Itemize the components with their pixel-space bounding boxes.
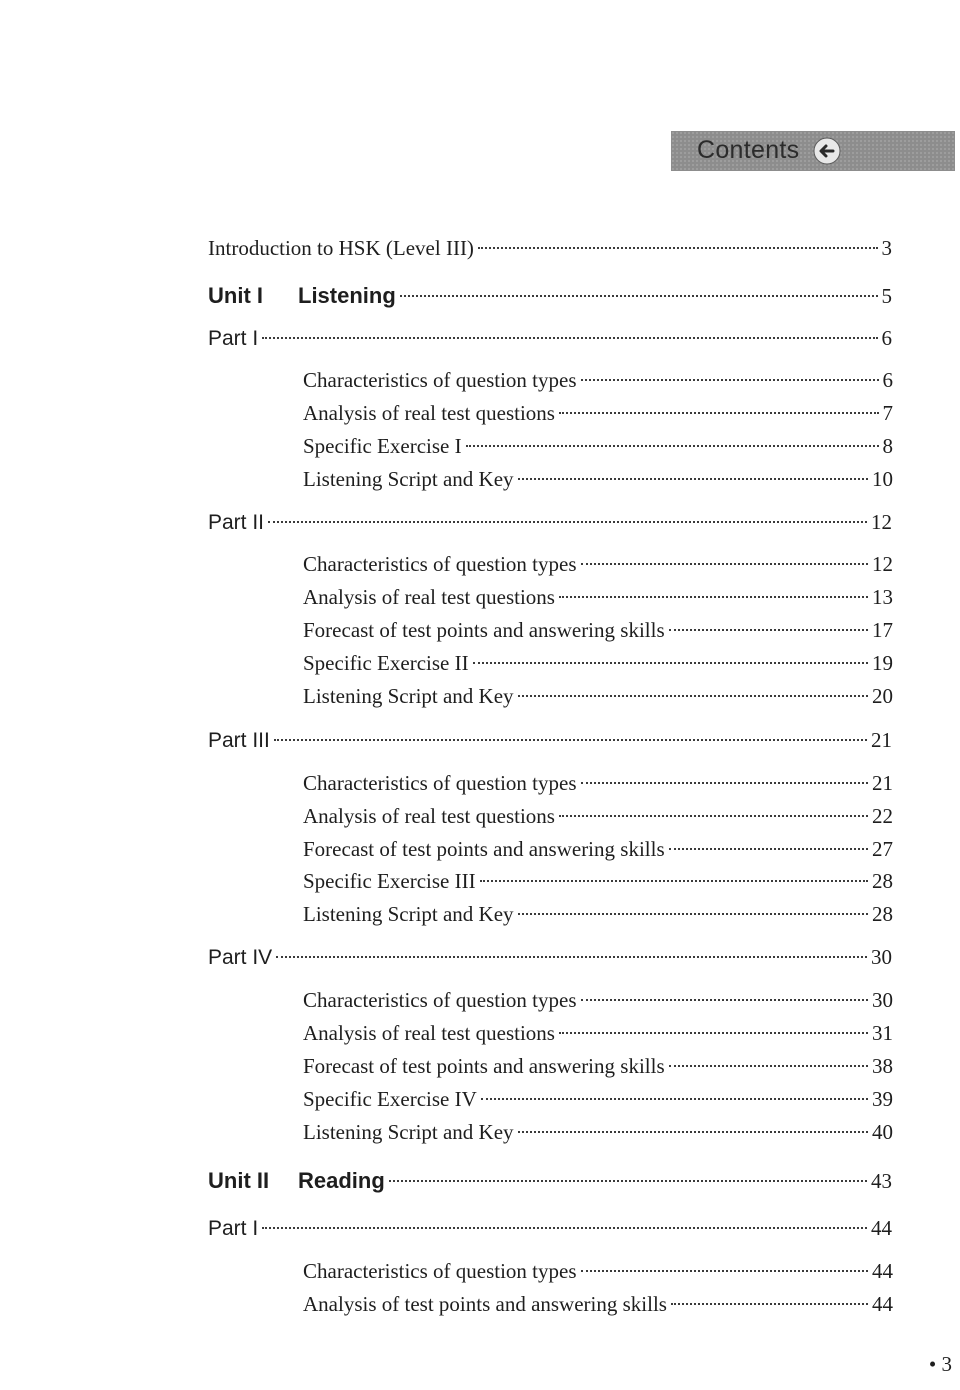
toc-page-number: 19	[872, 651, 893, 675]
toc-entry-label	[208, 283, 396, 309]
dot-leader	[480, 880, 868, 882]
toc-entry-label: Specific Exercise I	[303, 434, 462, 458]
toc-entry-label: Part III	[208, 729, 270, 752]
toc-entry-section[interactable]	[303, 869, 893, 894]
toc-entry-label: Specific Exercise III	[303, 869, 476, 893]
toc-entry-label: Characteristics of question types	[303, 771, 577, 795]
dot-leader	[559, 412, 879, 414]
toc-entry-section[interactable]	[303, 467, 893, 492]
toc-entry-part[interactable]	[208, 326, 892, 351]
dot-leader	[466, 445, 879, 447]
toc-page-number: 38	[872, 1054, 893, 1078]
toc-entry-label: Forecast of test points and answering skills	[303, 618, 665, 642]
unit-number: Unit II	[208, 1168, 270, 1193]
toc-page-number: 13	[872, 585, 893, 609]
toc-entry-section[interactable]	[303, 804, 893, 829]
dot-leader	[518, 695, 868, 697]
toc-entry-part[interactable]	[208, 728, 892, 753]
toc-entry-label: Analysis of real test questions	[303, 401, 555, 425]
toc-entry-label: Analysis of real test questions	[303, 1021, 555, 1045]
toc-entry-section[interactable]	[303, 988, 893, 1013]
toc-page-number: 30	[871, 945, 892, 969]
toc-page-number: 31	[872, 1021, 893, 1045]
dot-leader	[262, 1227, 867, 1229]
toc-entry-label: Introduction to HSK (Level III)	[208, 236, 474, 260]
toc-page-number: 3	[881, 236, 892, 260]
toc-page-number: 44	[872, 1292, 893, 1316]
toc-page-number: 28	[872, 902, 893, 926]
toc-entry-label: Part IV	[208, 946, 273, 969]
toc-entry-label: Characteristics of question types	[303, 552, 577, 576]
dot-leader	[473, 662, 868, 664]
dot-leader	[581, 379, 879, 381]
dot-leader	[669, 1065, 868, 1067]
dot-leader	[559, 596, 868, 598]
dot-leader	[389, 1180, 867, 1182]
dot-leader	[559, 815, 868, 817]
dot-leader	[581, 782, 868, 784]
toc-page-number: 27	[872, 837, 893, 861]
toc-page-number: 21	[871, 728, 892, 752]
dot-leader	[478, 247, 878, 249]
toc-entry-section[interactable]	[303, 1087, 893, 1112]
toc-entry-label: Part II	[208, 511, 265, 534]
toc-entry-label: Characteristics of question types	[303, 368, 577, 392]
toc-page-number: 12	[872, 552, 893, 576]
toc-entry-label	[208, 1168, 385, 1194]
contents-banner	[671, 131, 955, 171]
dot-leader	[581, 999, 868, 1001]
dot-leader	[400, 295, 878, 297]
dot-leader	[669, 848, 868, 850]
toc-page-number: 8	[882, 434, 893, 458]
toc-entry-section[interactable]	[303, 401, 893, 426]
dot-leader	[581, 563, 868, 565]
toc-page-number: 40	[872, 1120, 893, 1144]
toc-entry-label: Listening Script and Key	[303, 467, 514, 491]
toc-page-number: 44	[871, 1216, 892, 1240]
toc-page-number: 7	[882, 401, 893, 425]
toc-page-number: 22	[872, 804, 893, 828]
toc-entry-unit[interactable]	[208, 283, 892, 309]
toc-entry-section[interactable]	[303, 368, 893, 393]
dot-leader	[274, 739, 867, 741]
toc-entry-part[interactable]	[208, 510, 892, 535]
toc-entry-part[interactable]	[208, 945, 892, 970]
contents-title: Contents	[697, 136, 800, 164]
toc-entry-label: Specific Exercise II	[303, 651, 469, 675]
dot-leader	[581, 1270, 868, 1272]
toc-entry-label: Forecast of test points and answering skills	[303, 1054, 665, 1078]
toc-entry-intro[interactable]	[208, 236, 892, 261]
toc-entry-section[interactable]	[303, 585, 893, 610]
toc-entry-section[interactable]	[303, 1021, 893, 1046]
toc-entry-section[interactable]	[303, 771, 893, 796]
toc-entry-label: Listening Script and Key	[303, 902, 514, 926]
toc-page-number: 12	[871, 510, 892, 534]
toc-entry-label: Listening Script and Key	[303, 1120, 514, 1144]
dot-leader	[262, 337, 877, 339]
toc-page-number: 28	[872, 869, 893, 893]
dot-leader	[481, 1098, 868, 1100]
toc-page-number: 17	[872, 618, 893, 642]
toc-entry-section[interactable]	[303, 1120, 893, 1145]
dot-leader	[518, 1131, 868, 1133]
toc-entry-section[interactable]	[303, 684, 893, 709]
toc-entry-section[interactable]	[303, 618, 893, 643]
toc-page-number: 44	[872, 1259, 893, 1283]
dot-leader	[518, 478, 868, 480]
unit-title: Listening	[298, 283, 396, 308]
toc-entry-label: Specific Exercise IV	[303, 1087, 477, 1111]
toc-entry-part[interactable]	[208, 1216, 892, 1241]
toc-entry-label: Forecast of test points and answering skills	[303, 837, 665, 861]
toc-entry-label: Part I	[208, 327, 259, 350]
dot-leader	[669, 629, 868, 631]
page-number: • 3	[928, 1352, 952, 1376]
toc-entry-section[interactable]	[303, 434, 893, 459]
toc-entry-section[interactable]	[303, 1054, 893, 1079]
toc-entry-section[interactable]	[303, 552, 893, 577]
toc-page-number: 5	[881, 284, 892, 308]
back-arrow-icon[interactable]	[813, 137, 841, 165]
toc-entry-label: Characteristics of question types	[303, 1259, 577, 1283]
dot-leader	[559, 1032, 868, 1034]
unit-number: Unit I	[208, 283, 263, 308]
dot-leader	[268, 521, 867, 523]
toc-page-number: 39	[872, 1087, 893, 1111]
dot-leader	[671, 1303, 868, 1305]
toc-entry-label: Analysis of real test questions	[303, 804, 555, 828]
toc-entry-section[interactable]	[303, 837, 893, 862]
toc-entry-unit[interactable]	[208, 1168, 892, 1194]
toc-entry-label: Part I	[208, 1217, 259, 1240]
toc-entry-label: Characteristics of question types	[303, 988, 577, 1012]
toc-page-number: 20	[872, 684, 893, 708]
dot-leader	[518, 913, 868, 915]
toc-entry-label: Analysis of real test questions	[303, 585, 555, 609]
unit-title: Reading	[298, 1168, 385, 1193]
toc-entry-section[interactable]	[303, 1292, 893, 1317]
toc-page-number: 43	[871, 1169, 892, 1193]
dot-leader	[276, 956, 867, 958]
toc-page-number: 21	[872, 771, 893, 795]
toc-page-number: 6	[881, 326, 892, 350]
toc-page-number: 30	[872, 988, 893, 1012]
toc-entry-label: Listening Script and Key	[303, 684, 514, 708]
toc-entry-label: Analysis of test points and answering skills	[303, 1292, 667, 1316]
toc-entry-section[interactable]	[303, 651, 893, 676]
toc-page-number: 10	[872, 467, 893, 491]
toc-page-number: 6	[882, 368, 893, 392]
toc-entry-section[interactable]	[303, 902, 893, 927]
toc-entry-section[interactable]	[303, 1259, 893, 1284]
